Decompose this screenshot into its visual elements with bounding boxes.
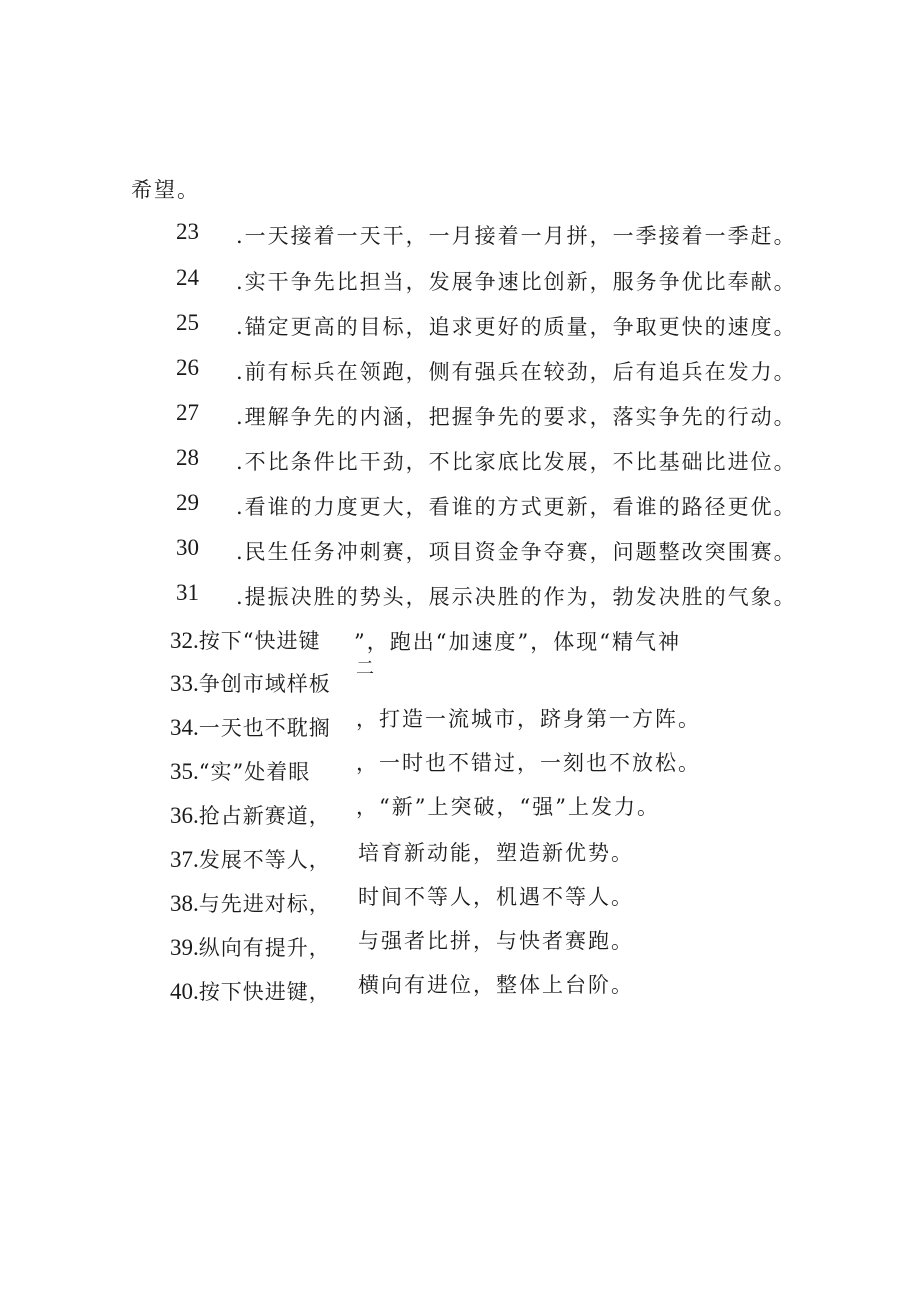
list-item-number: 33. bbox=[170, 671, 199, 696]
list-item-continuation: ，一时也不错过，一刻也不放松。 bbox=[356, 751, 701, 775]
list-item-text: 一天也不耽搁 bbox=[198, 716, 331, 740]
list-item-text: .民生任务冲刺赛，项目资金争夺赛，问题整改突围赛。 bbox=[236, 540, 797, 564]
list-item-text: .不比条件比干劲，不比家底比发展，不比基础比进位。 bbox=[236, 450, 797, 474]
list-item-continuation: 与强者比拼，与快者赛跑。 bbox=[358, 929, 634, 953]
list-item-number: 32. bbox=[170, 628, 199, 653]
list-item-number: 26 bbox=[176, 355, 199, 380]
list-item bbox=[170, 668, 331, 698]
list-item-number: 27 bbox=[176, 400, 199, 425]
list-item-text: .实干争先比担当，发展争速比创新，服务争优比奉献。 bbox=[236, 270, 797, 294]
list-item-continuation: 时间不等人，机遇不等人。 bbox=[358, 885, 634, 909]
list-item bbox=[170, 800, 331, 830]
list-item-number: 29 bbox=[176, 490, 199, 515]
list-item-text: .看谁的力度更大，看谁的方式更新，看谁的路径更优。 bbox=[236, 495, 797, 519]
intro-tail-text: 希望。 bbox=[131, 178, 200, 202]
list-item-number: 34. bbox=[170, 715, 199, 740]
list-item bbox=[170, 712, 331, 742]
list-item-text: 与先进对标， bbox=[198, 892, 331, 916]
list-item-text: 抢占新赛道， bbox=[198, 804, 331, 828]
list-item-number: 39. bbox=[170, 935, 199, 960]
list-item-continuation: 二 bbox=[356, 658, 376, 679]
list-item-continuation: ，打造一流城市，跻身第一方阵。 bbox=[356, 707, 701, 731]
list-item-number: 28 bbox=[176, 445, 199, 470]
list-item-text: .提振决胜的势头，展示决胜的作为，勃发决胜的气象。 bbox=[236, 585, 797, 609]
list-item-number: 36. bbox=[170, 803, 199, 828]
list-item-number: 35. bbox=[170, 759, 199, 784]
list-item-number: 24 bbox=[176, 265, 199, 290]
list-item-continuation: 培育新动能，塑造新优势。 bbox=[358, 841, 634, 865]
list-item-number: 23 bbox=[176, 219, 199, 244]
list-item-number: 40. bbox=[170, 979, 199, 1004]
list-item-number: 31 bbox=[176, 580, 199, 605]
list-item-text: .一天接着一天干，一月接着一月拼，一季接着一季赶。 bbox=[236, 224, 797, 248]
list-item-text: .理解争先的内涵，把握争先的要求，落实争先的行动。 bbox=[236, 405, 797, 429]
list-item-text: .锚定更高的目标，追求更好的质量，争取更快的速度。 bbox=[236, 315, 797, 339]
list-item bbox=[170, 756, 310, 786]
list-item-continuation: 横向有进位，整体上台阶。 bbox=[358, 973, 634, 997]
list-item bbox=[170, 932, 331, 962]
list-item-text: 按下快进键， bbox=[198, 980, 331, 1004]
list-item-continuation: ，“新”上突破，“强”上发力。 bbox=[356, 795, 660, 819]
list-item-text: “实”处着眼 bbox=[198, 760, 311, 784]
list-item-number: 37. bbox=[170, 847, 199, 872]
list-item-text: .前有标兵在领跑，侧有强兵在较劲，后有追兵在发力。 bbox=[236, 360, 797, 384]
list-item-text: 纵向有提升， bbox=[198, 936, 331, 960]
list-item bbox=[170, 888, 331, 918]
list-item-number: 25 bbox=[176, 310, 199, 335]
list-item-text: 按下“快进键 bbox=[198, 629, 321, 653]
list-item-text: 发展不等人， bbox=[198, 848, 331, 872]
list-item-continuation: ”，跑出“加速度”，体现“精气神 bbox=[354, 630, 681, 654]
list-item-text: 争创市域样板 bbox=[198, 672, 331, 696]
list-item-number: 38. bbox=[170, 891, 199, 916]
list-item bbox=[170, 844, 331, 874]
list-item-number: 30 bbox=[176, 535, 199, 560]
list-item bbox=[170, 625, 321, 655]
list-item bbox=[170, 976, 331, 1006]
